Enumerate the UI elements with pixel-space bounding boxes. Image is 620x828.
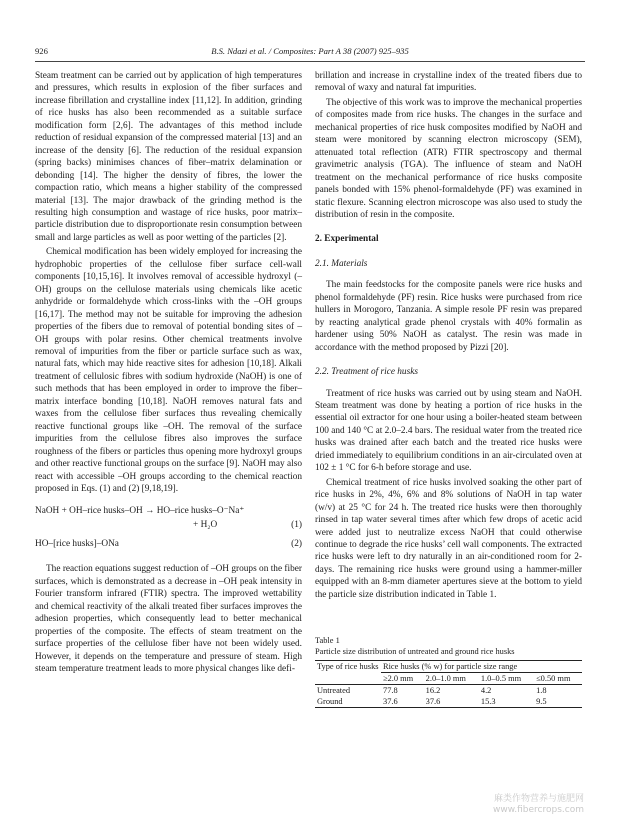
table-header-type: Type of rice husks — [317, 662, 379, 672]
paragraph: brillation and increase in crystalline index of the treated fibers due to removal of waxy and natural fat impurities. — [315, 71, 582, 94]
table-row — [315, 696, 582, 708]
table-label: Table 1 — [315, 636, 340, 646]
table-cell: Ground — [317, 697, 343, 707]
watermark — [493, 794, 584, 816]
table-cell: 37.6 — [383, 697, 398, 707]
watermark-line-1: 麻类作物营养与施肥网 — [493, 794, 584, 804]
table-subheader: 2.0–1.0 mm — [425, 674, 466, 684]
table-cell: 9.5 — [536, 697, 547, 707]
table-caption: Particle size distribution of untreated and ground rice husks — [315, 647, 515, 657]
table-cell: 77.8 — [383, 686, 398, 696]
running-head: B.S. Ndazi et al. / Composites: Part A 38 (2007) 925–935 — [211, 46, 409, 56]
page-header — [35, 46, 585, 60]
equation-1-cont: + H₂O — [193, 520, 218, 531]
paragraph: The reaction equations suggest reduction of –OH groups on the fiber surfaces, which is demonstrated as a decrease in –OH peak intensity in Fourier transform infrared (FTIR) spectra. The improved wettability and chemical reactivity of the alkali treated fiber surfaces improves the adhesion properties, which consequently lead to better mechanical properties of the composite. The effects of steam treatment on the surface properties of the cellulose fiber have not been widely used. However, it depends on the temperature and pressure of steam. High steam temperature treatment leads to more physical changes like defi- — [35, 564, 302, 675]
paragraph: Chemical modification has been widely employed for increasing the hydrophobic properties of the cellulose fiber surface cell-wall components [10,15,16]. It involves removal of accessible hydroxyl (–OH) groups on the cellulose materials using chemicals like acetic anhydride or formaldehyde which cross-links with the –OH groups [16,17]. The method may not be suitable for improving the adhesion properties of the fibers due to removal of potential bonding sites of –OH groups with polar resins. Other chemical treatments involve removal of impurities from the fiber or particle surface such as wax, natural fats, which may hide reactive sites for adhesion [10,18]. Alkali treatment of cellulosic fibres with sodium hydroxide (NaOH) is one of such methods that has been employed in order to improve the fiber–matrix interface bonding [10,18]. NaOH removes natural fats and waxes from the cellulose fiber surfaces thus revealing chemically reactive functional groups like –OH. The removal of the surface impurities from the cellulose fibres also improves the surface roughness of the fibers or particles thus opening more hydroxyl groups and other reactive functional groups on the surface [9]. NaOH may also react with accessible –OH groups according to the chemical reaction proposed in Eqs. (1) and (2) [9,18,19]. — [35, 247, 302, 494]
equation-2 — [35, 538, 302, 551]
equation-2-text: HO–[rice husks]–ONa — [35, 539, 119, 550]
subsection-heading: 2.1. Materials — [315, 258, 368, 269]
paragraph: Treatment of rice husks was carried out by using steam and NaOH. Steam treatment was done by heating a portion of rice husks in the essential oil extractor for one hour using a boiler-heated steam between 100 and 140 °C at 2.0–2.4 bars. The residual water from the treated rice husks was drained after each batch and the treated rice husks were dried immediately to equilibrium conditions in an air-circulated oven at 102 ± 1 °C for 6-h before storage and use. — [315, 388, 582, 474]
table-subheader: ≥2.0 mm — [383, 674, 414, 684]
table-cell: 16.2 — [425, 686, 441, 696]
equation-2-number: (2) — [291, 539, 302, 550]
right-column — [315, 70, 582, 708]
equation-1 — [35, 505, 302, 518]
paragraph: Chemical treatment of rice husks involved soaking the other part of rice husks in 2%, 4%, 6% and 8% solutions of NaOH in tap water (w/v) at 25 °C for 24 h. The treated rice husks were then thoroughly rinsed in tap water several times after which few drops of acetic acid were added just to neutralize excess NaOH that could otherwise continue to degrade the rice husks’ cell wall components. The extracted rice husks were left to dry naturally in an air-conditioned room for 2-days. The remaining rice husks were ground using a hammer-miller equipped with an 8-mm diameter apertures sieve at the bottom to yield the particle size distribution indicated in Table 1. — [315, 477, 582, 600]
equations — [35, 505, 302, 551]
left-column — [35, 70, 302, 675]
table-cell: 37.6 — [425, 697, 441, 707]
table-cell: 1.8 — [536, 686, 547, 696]
paragraph: The main feedstocks for the composite panels were rice husks and phenol formaldehyde (PF) resin. Rice husks were purchased from rice hullers in Morogoro, Tanzania. A simple resole PF resin was prepared by reacting analytical grade phenol crystals with 40% formalin as hardener using 50% NaOH as catalyst. The resin was made in accordance with the method proposed by Pizzi [20]. — [315, 280, 582, 353]
header-rule — [35, 61, 585, 62]
table-row — [315, 685, 582, 697]
equation-1-continued — [35, 519, 302, 532]
subsection-heading: 2.2. Treatment of rice husks — [315, 367, 418, 378]
equation-1-text: NaOH + OH–rice husks–OH → HO–rice husks–O⁻Na⁺ — [35, 506, 245, 517]
paragraph: Steam treatment can be carried out by application of high temperatures and pressures, which results in explosion of the fiber surfaces and increase fibrillation and crystalline index [11,12]. In addition, grinding of rice husks has also been recommended as a suitable surface modification form [2,6]. The advantages of this method include reduction of residual expansion of the compressed material [13] and an increase of the density [6]. The reduction of the residual expansion (spring backs) minimises chances of fiber–matrix delamination or debonding [14]. The higher the density of fibres, the lower the compaction ratio, which means a higher stability of the compressed material [13]. The major drawback of the grinding method is the resulting high consumption and wastage of rice husks, poor matrix–particle distribution due to disproportionate resin consumption between small and large particles as well as poor wetting of the particles [2]. — [35, 71, 302, 243]
table-cell: Untreated — [317, 686, 351, 696]
equation-1-number: (1) — [291, 520, 302, 531]
table-cell: 15.3 — [480, 697, 496, 707]
paragraph: The objective of this work was to improve the mechanical properties of composites made from rice husks. The changes in the surface and mechanical properties of rice husk composites modified by NaOH and steam were monitored by scanning electron microscopy (SEM), attenuated total reflection (ATR) FTIR spectroscopy and thermal gravimetric analysis (TGA). The influence of steam and NaOH treatment on the mechanical performance of rice husks composite panels bonded with 15% phenol-formaldehyde (PF) was examined in static flexure. Scanning electron microscope was also used to study the distribution of resin in the composite. — [315, 97, 582, 220]
page-number: 926 — [35, 46, 48, 56]
data-table — [315, 660, 582, 708]
table-cell: 4.2 — [480, 686, 492, 696]
section-heading: 2. Experimental — [315, 234, 379, 245]
table-1 — [315, 635, 582, 708]
watermark-line-2: www.fibercrops.com — [493, 805, 584, 815]
table-subheader: ≤0.50 mm — [536, 674, 571, 684]
table-subheader: 1.0–0.5 mm — [480, 674, 522, 684]
table-header-group: Rice husks (% w) for particle size range — [381, 661, 582, 673]
